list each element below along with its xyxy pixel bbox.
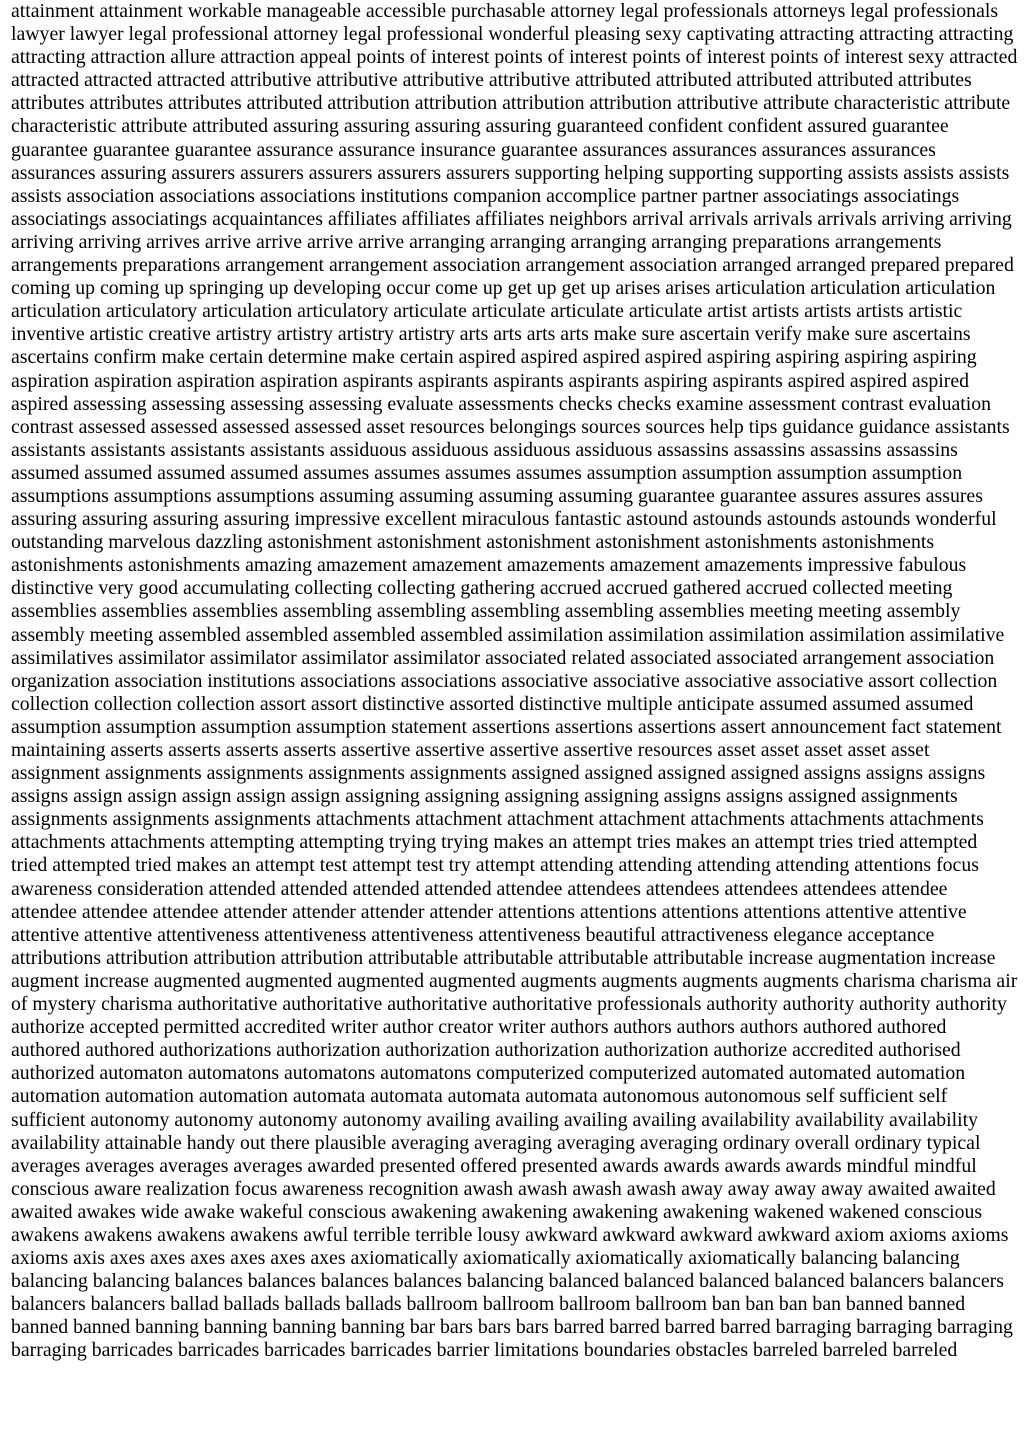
body-text: attainment attainment workable manageable accessible purchasable attorney legal professionals attorneys legal professionals lawyer lawyer legal professional attorney legal professional wonderful pleasing sexy captivating attracting attracting attracting attracting attraction allure attraction appeal points of interest points of interest points of interest points of interest sexy attracted attracted attracted attracted attributive attributive attributive attributive attributed attributed attributed attributed attributes attributes attributes attributes attributed attribution attribution attribution attribution attributive attribute characteristic attribute characteristic attribute attributed assuring assuring assuring assuring guaranteed confident confident assured guarantee guarantee guarantee guarantee assurance assurance insurance guarantee assurances assurances assurances assurances assurances assuring assurers assurers assurers assurers assurers supporting helping supporting supporting assists assists assists assists association associations associations institutions companion accomplice partner partner associatings associatings associatings associatings acquaintances affiliates affiliates affiliates neighbors arrival arrivals arrivals arrivals arriving arriving arriving arriving arrives arrive arrive arrive arrive arranging arranging arranging arranging preparations arrangements arrangements preparations arrangement arrangement association arrangement association arranged arranged prepared prepared coming up coming up springing up developing occur come up get up get up arises arises articulation articulation articulation articulation articulatory articulation articulatory articulate articulate articulate articulate artist artists artists artists artistic inventive artistic creative artistry artistry artistry artistry arts arts arts arts make sure ascertain verify make sure ascertains ascertains confirm make certain determine make certain aspired aspired aspired aspired aspiring aspiring aspiring aspiring aspiration aspiration aspiration aspiration aspirants aspirants aspirants aspirants aspiring aspirants aspired aspired aspired aspired assessing assessing assessing assessing evaluate assessments checks checks examine assessment contrast evaluation contrast assessed assessed assessed assessed asset resources belongings sources sources help tips guidance guidance assistants assistants assistants assistants assistants assiduous assiduous assiduous assiduous assassins assassins assassins assassins assumed assumed assumed assumed assumes assumes assumes assumes assumption assumption assumption assumption assumptions assumptions assumptions assuming assuming assuming assuming guarantee guarantee assures assures assures assuring assuring assuring assuring impressive excellent miraculous fantastic astound astounds astounds astounds wonderful outstanding marvelous dazzling astonishment astonishment astonishment astonishment astonishments astonishments astonishments astonishments amazing amazement amazement amazements amazement amazements impressive fabulous distinctive very good accumulating collecting collecting gathering accrued accrued gathered accrued collected meeting assemblies assemblies assemblies assembling assembling assembling assembling assemblies meeting meeting assembly assembly meeting assembled assembled assembled assembled assimilation assimilation assimilation assimilation assimilative assimilatives assimilator assimilator assimilator assimilator associated related associated associated arrangement association organization association institutions associations associations associative associative associative associative assort collection collection collection collection assort assort distinctive assorted distinctive multiple anticipate assumed assumed assumed assumption assumption assumption assumption statement assertions assertions assertions assert announcement fact statement maintaining asserts asserts asserts asserts assertive assertive assertive assertive resources asset asset asset asset asset assignment assignments assignments assignments assignments assigned assigned assigned assigned assigns assigns assigns assigns assign assign assign assign assign assigning assigning assigning assigning assigns assigns assigned assignments assignments assignments assignments attachments attachment attachment attachment attachments attachments attachments attachments attachments attempting attempting trying trying makes an attempt tries makes an attempt tries tried attempted tried attempted tried makes an attempt test attempt test try attempt attending attending attending attending attentions focus awareness consideration attended attended attended attended attendee attendees attendees attendees attendees attendee attendee attendee attendee attender attender attender attender attentions attentions attentions attentions attentive attentive attentive attentive attentiveness attentiveness attentiveness attentiveness beautiful attractiveness elegance acceptance attributions attribution attribution attribution attributable attributable attributable attributable increase augmentation increase augment increase augmented augmented augmented augmented augments augments augments augments charisma charisma air of mystery charisma authoritative authoritative authoritative authoritative professionals authority authority authority authority authorize accepted permitted accredited writer author creator writer authors authors authors authors authored authored authored authored authorizations authorization authorization authorization authorization authorize accredited authorised authorized automaton automatons automatons automatons computerized computerized automated automated automation automation automation automation automata automata automata automata autonomous autonomous self sufficient self sufficient autonomy autonomy autonomy autonomy availing availing availing availing availability availability availability availability attainable handy out there plausible averaging averaging averaging averaging ordinary overall ordinary typical averages averages averages averages awarded presented offered presented awards awards awards awards mindful mindful conscious aware realization focus awareness recognition awash awash awash awash away away away away awaited awaited awaited awakes wide awake wakeful conscious awakening awakening awakening awakening wakened wakened conscious awakens awakens awakens awakens awful terrible terrible lousy awkward awkward awkward awkward axiom axioms axioms axioms axis axes axes axes axes axes axes axiomatically axiomatically axiomatically axiomatically balancing balancing balancing balancing balances balances balances balances balancing balanced balanced balanced balanced balancers balancers balancers balancers ballad ballads ballads ballads ballroom ballroom ballroom ballroom ban ban ban ban banned banned banned banned banning banning banning banning bar bars bars bars barred barred barred barred barraging barraging barraging barraging barricades barricades barricades barricades barrier limitations boundaries obstacles barreled barreled barreled: [11, 0, 1018, 1362]
